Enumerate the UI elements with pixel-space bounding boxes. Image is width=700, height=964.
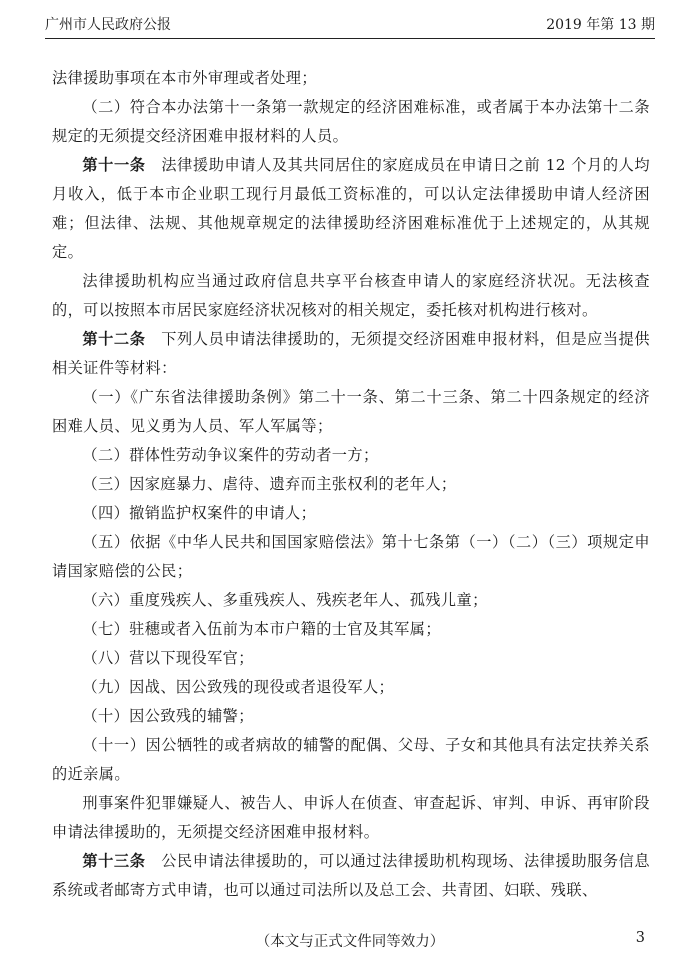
paragraph-text: （五）依据《中华人民共和国国家赔偿法》第十七条第（一）（二）（三）项规定申请国家赔偿的公民； (52, 533, 650, 580)
paragraph-text: 下列人员申请法律援助的，无须提交经济困难申报材料，但是应当提供相关证件等材料： (52, 330, 650, 377)
paragraph (52, 673, 650, 702)
paragraph-text: （十）因公致残的辅警； (82, 707, 254, 725)
paragraph (52, 615, 650, 644)
paragraph (52, 789, 650, 847)
article-number: 第十三条 (82, 852, 146, 870)
paragraph-text: （七）驻穗或者入伍前为本市户籍的士官及其军属； (82, 620, 441, 638)
article-paragraph (52, 151, 650, 267)
paragraph (52, 441, 650, 470)
paragraph-text: 法律援助机构应当通过政府信息共享平台核查申请人的家庭经济状况。无法核查的，可以按照本市居民家庭经济状况核对的相关规定，委托核对机构进行核对。 (52, 272, 650, 319)
paragraph (52, 383, 650, 441)
paragraph (52, 731, 650, 789)
paragraph-text: 法律援助申请人及其共同居住的家庭成员在申请日之前 12 个月的人均月收入，低于本市企业职工现行月最低工资标准的，可以认定法律援助申请人经济困难；但法律、法规、其他规章规定的法律援助经济困难标准优于上述规定的，从其规定。 (52, 156, 650, 261)
paragraph-text: （二）群体性劳动争议案件的劳动者一方； (82, 446, 379, 464)
page-footer (45, 930, 655, 952)
paragraph-text: 刑事案件犯罪嫌疑人、被告人、申诉人在侦查、审查起诉、审判、申诉、再审阶段申请法律援助的，无须提交经济困难申报材料。 (52, 794, 650, 841)
article-number: 第十二条 (82, 330, 146, 348)
paragraph-text: （六）重度残疾人、多重残疾人、残疾老年人、孤残儿童； (82, 591, 488, 609)
paragraph-text: 法律援助事项在本市外审理或者处理； (52, 69, 317, 87)
paragraph-text: （十一）因公牺牲的或者病故的辅警的配偶、父母、子女和其他具有法定扶养关系的近亲属。 (52, 736, 650, 783)
article-number: 第十一条 (82, 156, 146, 174)
paragraph (52, 702, 650, 731)
header-rule (45, 38, 655, 39)
publication-title: 广州市人民政府公报 (45, 17, 171, 33)
footer-note: （本文与正式文件同等效力） (255, 934, 445, 950)
paragraph (52, 64, 650, 93)
paragraph (52, 499, 650, 528)
paragraph (52, 644, 650, 673)
paragraph-text: （八）营以下现役军官； (82, 649, 254, 667)
paragraph-text: （三）因家庭暴力、虐待、遗弃而主张权利的老年人； (82, 475, 457, 493)
paragraph-text: （二）符合本办法第十一条第一款规定的经济困难标准，或者属于本办法第十二条规定的无须提交经济困难申报材料的人员。 (52, 98, 650, 145)
paragraph-text: （一）《广东省法律援助条例》第二十一条、第二十三条、第二十四条规定的经济困难人员、见义勇为人员、军人军属等； (52, 388, 650, 435)
issue-number: 2019 年第 13 期 (546, 17, 655, 33)
paragraph-text: （九）因战、因公致残的现役或者退役军人； (82, 678, 395, 696)
paragraph-text: （四）撤销监护权案件的申请人； (82, 504, 317, 522)
paragraph (52, 470, 650, 499)
article-paragraph (52, 325, 650, 383)
page-header (45, 12, 655, 36)
paragraph (52, 528, 650, 586)
paragraph (52, 267, 650, 325)
article-paragraph (52, 847, 650, 905)
page-number: 3 (635, 930, 645, 946)
paragraph-text: 公民申请法律援助的，可以通过法律援助机构现场、法律援助服务信息系统或者邮寄方式申请，也可以通过司法所以及总工会、共青团、妇联、残联、 (52, 852, 650, 899)
paragraph (52, 586, 650, 615)
paragraph (52, 93, 650, 151)
document-body (52, 64, 650, 905)
